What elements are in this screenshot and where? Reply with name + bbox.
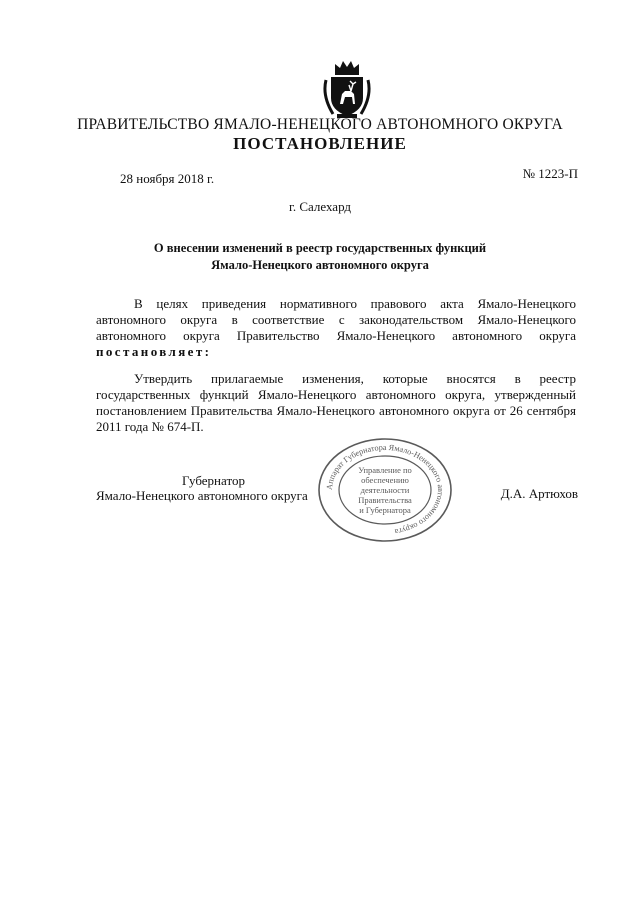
coat-of-arms-emblem — [321, 58, 373, 120]
body-paragraph-1-text: В целях приведения нормативного правового акта Ямало-Ненецкого автономного округа в соответствие с законодательством Ямало-Ненецкого автономного округа Правительство Ямало-Ненецкого автономного округа — [96, 296, 576, 343]
signatory-organization: Ямало-Ненецкого автономного округа — [96, 488, 308, 503]
government-title: ПРАВИТЕЛЬСТВО ЯМАЛО-НЕНЕЦКОГО АВТОНОМНОГО ОКРУГА — [77, 116, 563, 133]
resolves-keyword: постановляет: — [96, 344, 212, 359]
body-paragraph-2: Утвердить прилагаемые изменения, которые вносятся в реестр государственных функций Ямало-Ненецкого автономного округа, утвержденный постановлением Правительства Ямало-Ненецкого автономного округа от 26 сентября 2011 года № 674-П. — [96, 371, 576, 434]
document-number: № 1223-П — [522, 166, 578, 181]
document-heading — [80, 240, 560, 274]
signatory-name: Д.А. Артюхов — [500, 486, 578, 501]
official-stamp — [316, 437, 454, 543]
stamp-center-line: обеспечению — [361, 475, 409, 485]
document-heading-line-1: О внесении изменений в реестр государственных функций — [153, 241, 487, 255]
stamp-center-text — [358, 465, 412, 515]
document-date: 28 ноября 2018 г. — [120, 171, 215, 186]
document-heading-line-2: Ямало-Ненецкого автономного округа — [211, 258, 429, 272]
document-city: г. Салехард — [288, 199, 352, 214]
stamp-center-line: деятельности — [360, 485, 410, 495]
stamp-seal-icon — [316, 437, 454, 543]
yamal-coat-of-arms-icon — [321, 58, 373, 120]
stamp-center-line: Управление по — [358, 465, 412, 475]
stamp-center-line: Правительства — [358, 495, 412, 505]
stamp-center-line: и Губернатора — [359, 505, 411, 515]
document-type: ПОСТАНОВЛЕНИЕ — [233, 134, 407, 153]
signatory-title: Губернатор — [182, 473, 245, 488]
stamp-ring-text: Аппарат Губернатора Ямало-Ненецкого автономного округа — [324, 442, 446, 537]
body-paragraph-1 — [96, 296, 576, 360]
